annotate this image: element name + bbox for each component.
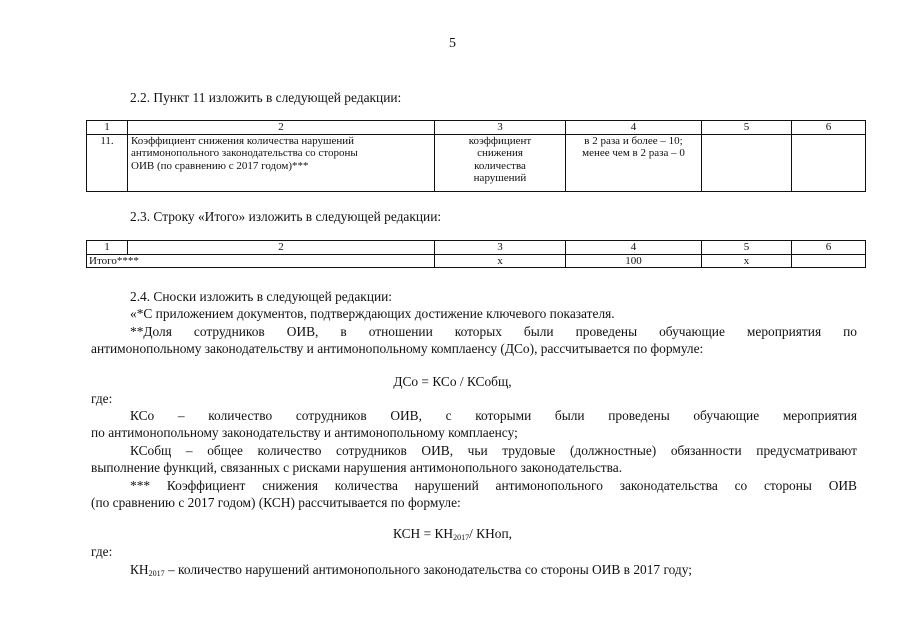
table-header-row	[87, 121, 866, 135]
indicator-cell	[435, 134, 566, 191]
header-cell: 3	[435, 121, 566, 135]
header-cell: 5	[702, 121, 792, 135]
value-cell	[566, 134, 702, 191]
header-cell: 2	[128, 241, 435, 255]
footnote-2-line-1: **Доля сотрудников ОИВ, в отношении которых были проведены обучающие мероприятия по	[130, 324, 857, 339]
total-label-cell: Итого****	[87, 254, 435, 268]
footnote-3-line-2: (по сравнению с 2017 годом) (КСН) рассчитывается по формуле:	[91, 495, 461, 510]
header-cell: 1	[87, 121, 128, 135]
section-2-3-heading: 2.3. Строку «Итого» изложить в следующей редакции:	[130, 209, 442, 224]
total-cell: 100	[566, 254, 702, 268]
kn2017-definition	[130, 562, 692, 578]
section-2-2-heading: 2.2. Пункт 11 изложить в следующей редакции:	[130, 90, 402, 105]
kn-subscript: 2017	[148, 569, 165, 578]
ksobsh-definition-line-2: выполнение функций, связанных с рисками нарушения антимонопольного законодательства.	[91, 460, 623, 475]
empty-cell	[702, 134, 792, 191]
footnote-3-line-1: *** Коэффициент снижения количества нарушений антимонопольного законодательства со стороны ОИВ	[130, 478, 857, 493]
header-cell: 3	[435, 241, 566, 255]
header-cell: 4	[566, 241, 702, 255]
formula-rhs: / КНоп,	[469, 526, 512, 541]
footnote-2-line-2: антимонопольному законодательству и антимонопольному комплаенсу (ДСо), рассчитывается по формуле:	[91, 341, 704, 356]
header-cell: 6	[792, 121, 866, 135]
formula-dso: ДСо = КСо / КСобщ,	[393, 374, 512, 389]
cell-line: коэффициент	[468, 134, 532, 147]
cell-line: количества	[474, 159, 526, 172]
formula-subscript: 2017	[453, 533, 470, 542]
header-cell: 5	[702, 241, 792, 255]
table-total	[86, 240, 866, 268]
table-header-row	[87, 241, 866, 255]
cell-line: ОИВ (по сравнению с 2017 годом)***	[131, 159, 309, 172]
row-number-cell: 11.	[87, 134, 128, 191]
formula-lhs: КСН = КН	[393, 526, 454, 541]
kn-term: КН	[130, 562, 149, 577]
table-point-11	[86, 120, 866, 192]
cell-line: менее чем в 2 раза – 0	[582, 147, 685, 159]
total-cell: х	[435, 254, 566, 268]
header-cell: 2	[128, 121, 435, 135]
empty-cell	[792, 134, 866, 191]
table-row	[87, 134, 866, 191]
footnote-1: «*С приложением документов, подтверждающих достижение ключевого показателя.	[130, 306, 615, 321]
kso-definition-line-1: КСо – количество сотрудников ОИВ, с которыми были проведены обучающие мероприятия	[130, 408, 857, 423]
cell-line: снижения	[477, 147, 523, 159]
page-number: 5	[449, 36, 456, 51]
cell-line: антимонопольного законодательства со стороны	[131, 147, 358, 159]
total-cell	[792, 254, 866, 268]
section-2-4-heading: 2.4. Сноски изложить в следующей редакции:	[130, 289, 393, 304]
kn-text: – количество нарушений антимонопольного законодательства со стороны ОИВ в 2017 году;	[164, 562, 692, 577]
header-cell: 4	[566, 121, 702, 135]
where-label: где:	[91, 544, 113, 559]
where-label: где:	[91, 391, 113, 406]
formula-ksn	[0, 526, 905, 542]
header-cell: 1	[87, 241, 128, 255]
cell-line: нарушений	[473, 172, 527, 184]
kso-definition-line-2: по антимонопольному законодательству и антимонопольному комплаенсу;	[91, 425, 518, 440]
cell-line: в 2 раза и более – 10;	[584, 134, 683, 147]
table-row	[87, 254, 866, 268]
cell-line: Коэффициент снижения количества нарушений	[131, 134, 355, 147]
header-cell: 6	[792, 241, 866, 255]
indicator-name-cell	[128, 134, 435, 191]
ksobsh-definition-line-1: КСобщ – общее количество сотрудников ОИВ, чьи трудовые (должностные) обязанности предусматривают	[130, 443, 857, 458]
total-cell: х	[702, 254, 792, 268]
